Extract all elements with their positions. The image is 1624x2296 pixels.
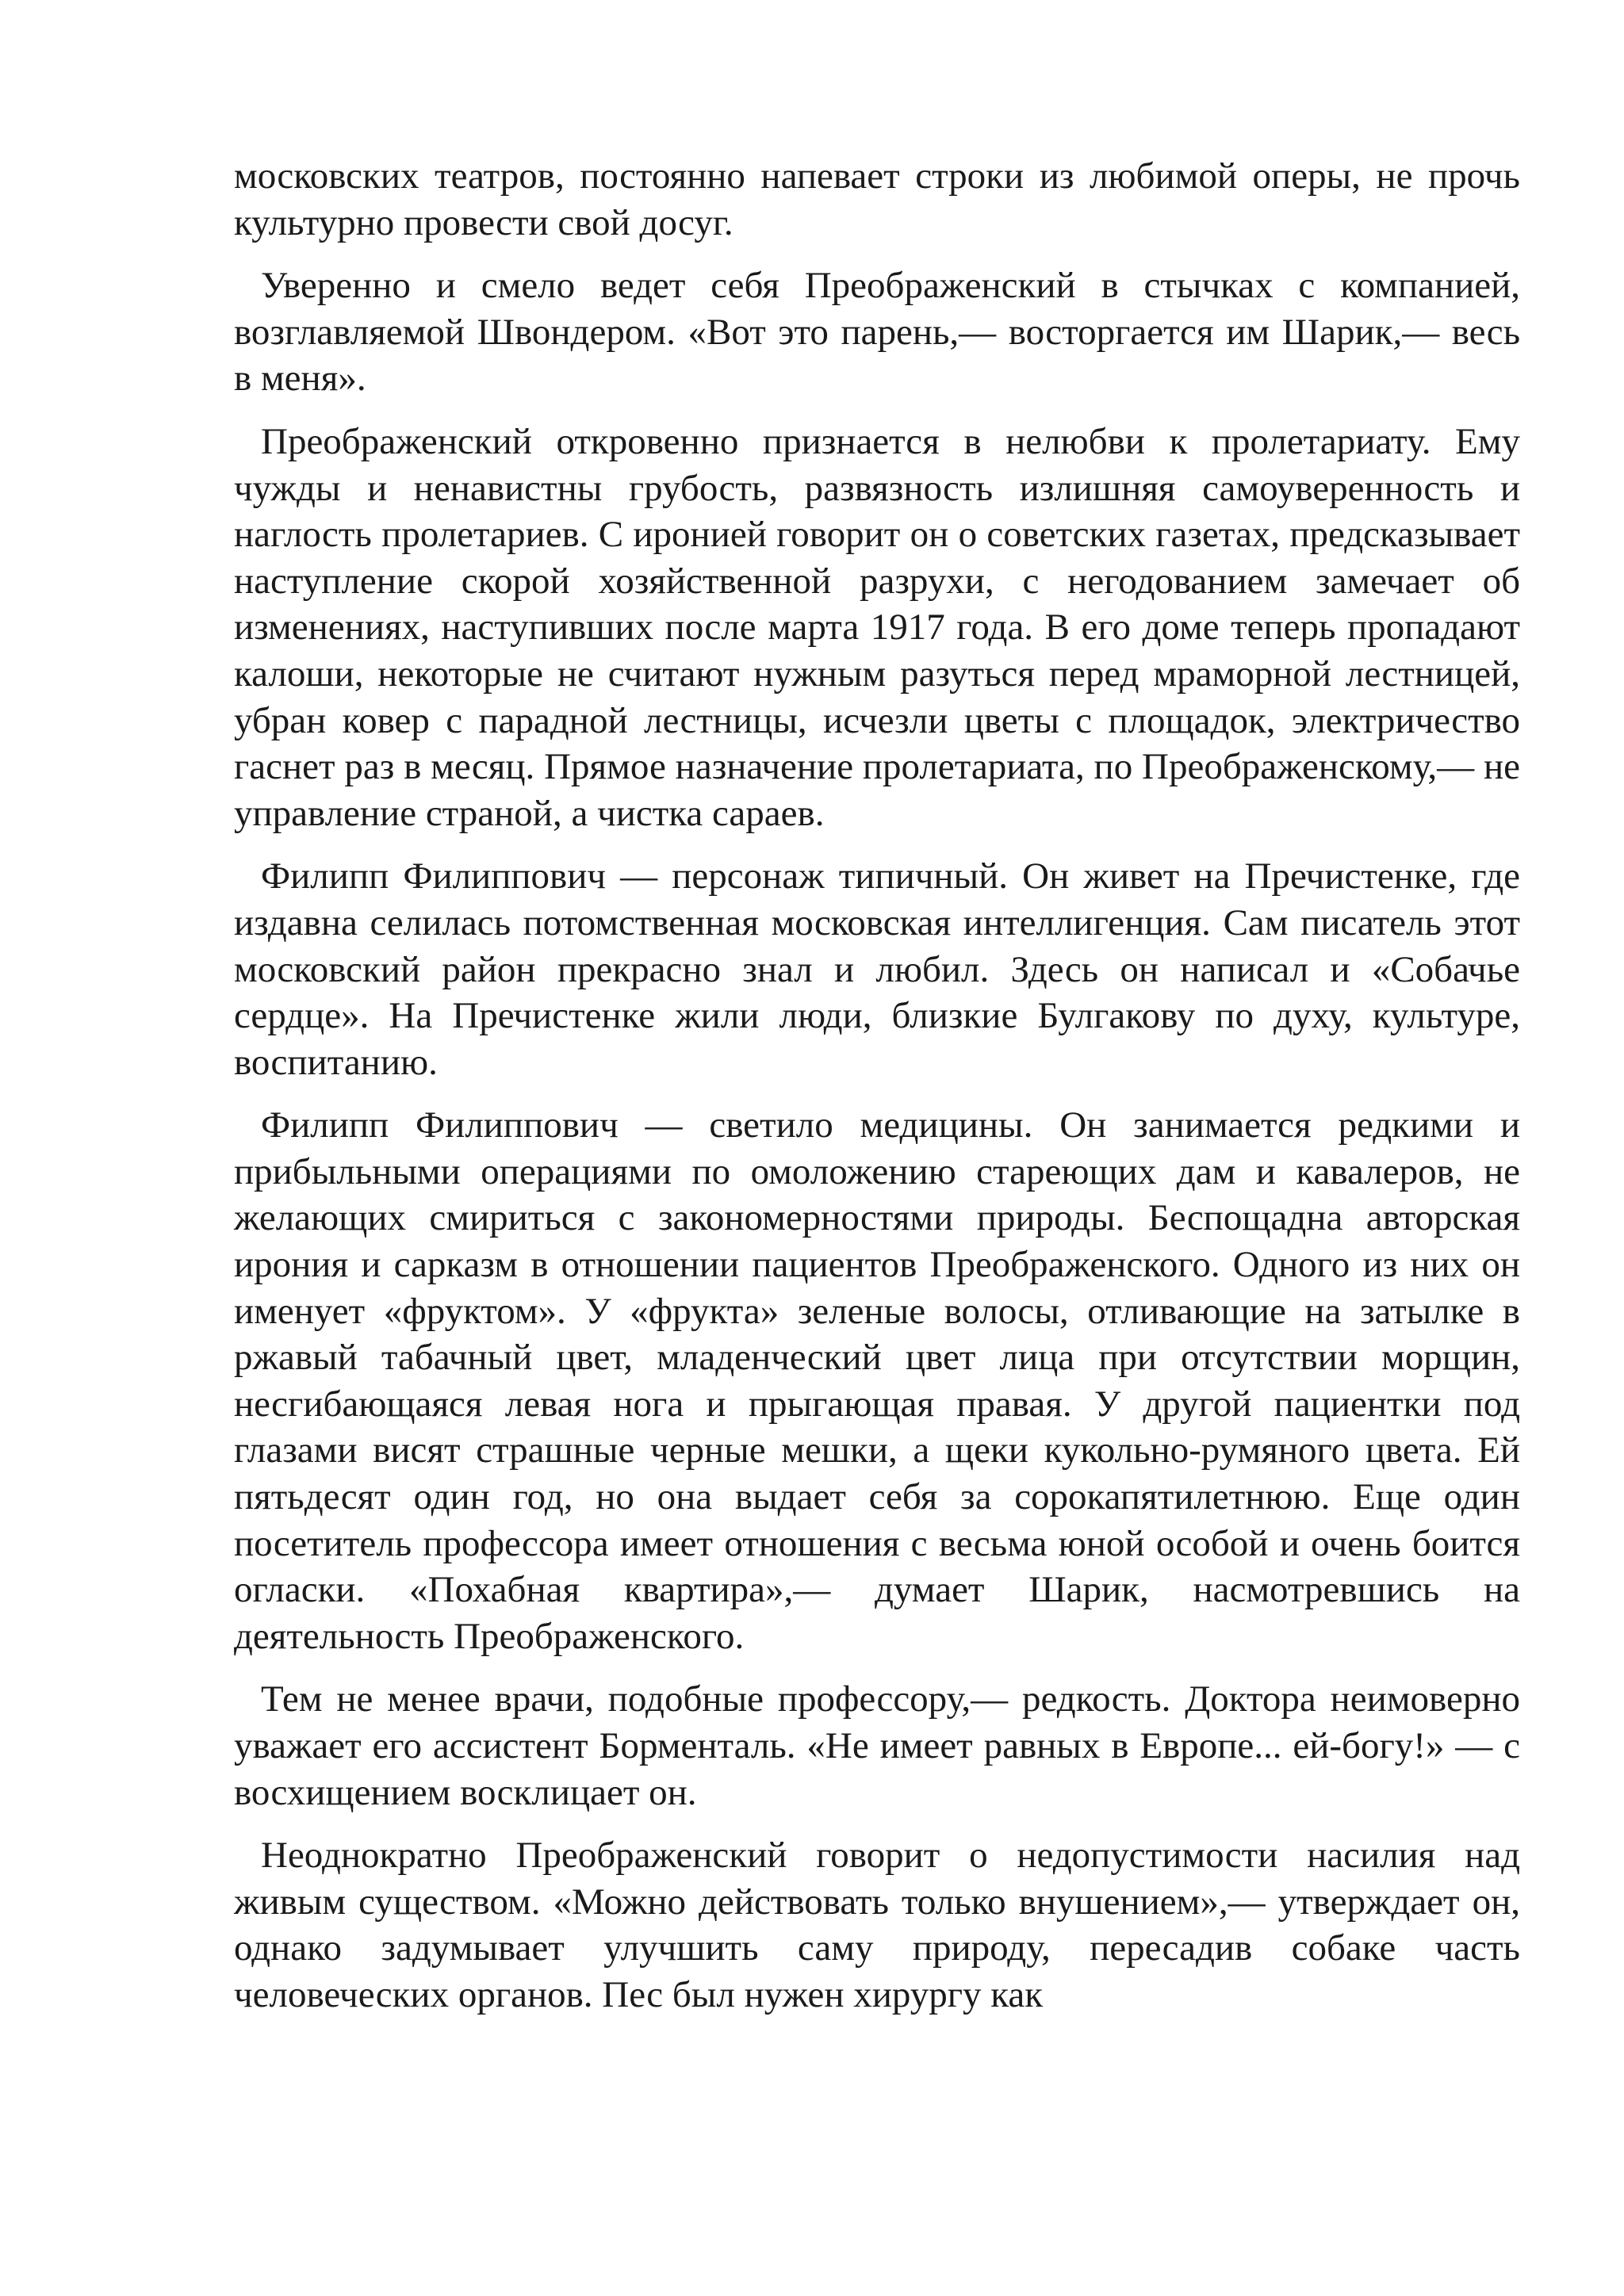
body-text bbox=[234, 153, 1520, 2035]
paragraph: Тем не менее врачи, подобные профессору,— редкость. Доктора неимоверно уважает его ассистент Борменталь. «Не имеет равных в Европе... ей-богу!» — с восхищением восклицает он. bbox=[234, 1678, 1520, 1813]
paragraph: Филипп Филиппович — светило медицины. Он занимается редкими и прибыльными операциями по омоложению стареющих дам и кавалеров, не желающих смириться с закономерностями природы. Беспощадна авторская ирония и сарказм в отношении пациентов Преображенского. Одного из них он именует «фруктом». У «фрукта» зеленые волосы, отливающие на затылке в ржавый табачный цвет, младенческий цвет лица при отсутствии морщин, несгибающаяся левая нога и прыгающая правая. У другой пациентки под глазами висят страшные черные мешки, а щеки кукольно-румяного цвета. Ей пятьдесят один год, но она выдает себя за сорокапятилетнюю. Еще один посетитель профессора имеет отношения с весьма юной особой и очень боится огласки. «Похабная квартира»,— думает Шарик, насмотревшись на деятельность Преображенского. bbox=[234, 1104, 1520, 1657]
paragraph: Преображенский откровенно признается в нелюбви к пролетариату. Ему чужды и ненавистны грубость, развязность излишняя самоуверенность и наглость пролетариев. С иронией говорит он о советских газетах, предсказывает наступление скорой хозяйственной разрухи, с негодованием замечает об изменениях, наступивших после марта 1917 года. В его доме теперь пропадают калоши, некоторые не считают нужным разуться перед мраморной лестницей, убран ковер с парадной лестницы, исчезли цветы с площадок, электричество гаснет раз в месяц. Прямое назначение пролетариата, по Преображенскому,— не управление страной, а чистка сараев. bbox=[234, 420, 1520, 834]
paragraph: московских театров, постоянно напевает строки из любимой оперы, не прочь культурно провести свой досуг. bbox=[234, 155, 1520, 243]
paragraph: Уверенно и смело ведет себя Преображенский в стычках с компанией, возглавляемой Швондером. «Вот это парень,— восторгается им Шарик,— весь в меня». bbox=[234, 265, 1520, 400]
paragraph: Неоднократно Преображенский говорит о недопустимости насилия над живым существом. «Можно действовать только внушением»,— утверждает он, однако задумывает улучшить саму природу, пересадив собаке часть человеческих органов. Пес был нужен хирургу как bbox=[234, 1835, 1520, 2015]
paragraph: Филипп Филиппович — персонаж типичный. Он живет на Пречистенке, где издавна селилась потомственная московская интеллигенция. Сам писатель этот московский район прекрасно знал и любил. Здесь он написал и «Собачье сердце». На Пречистенке жили люди, близкие Булгакову по духу, культуре, воспитанию. bbox=[234, 855, 1520, 1083]
